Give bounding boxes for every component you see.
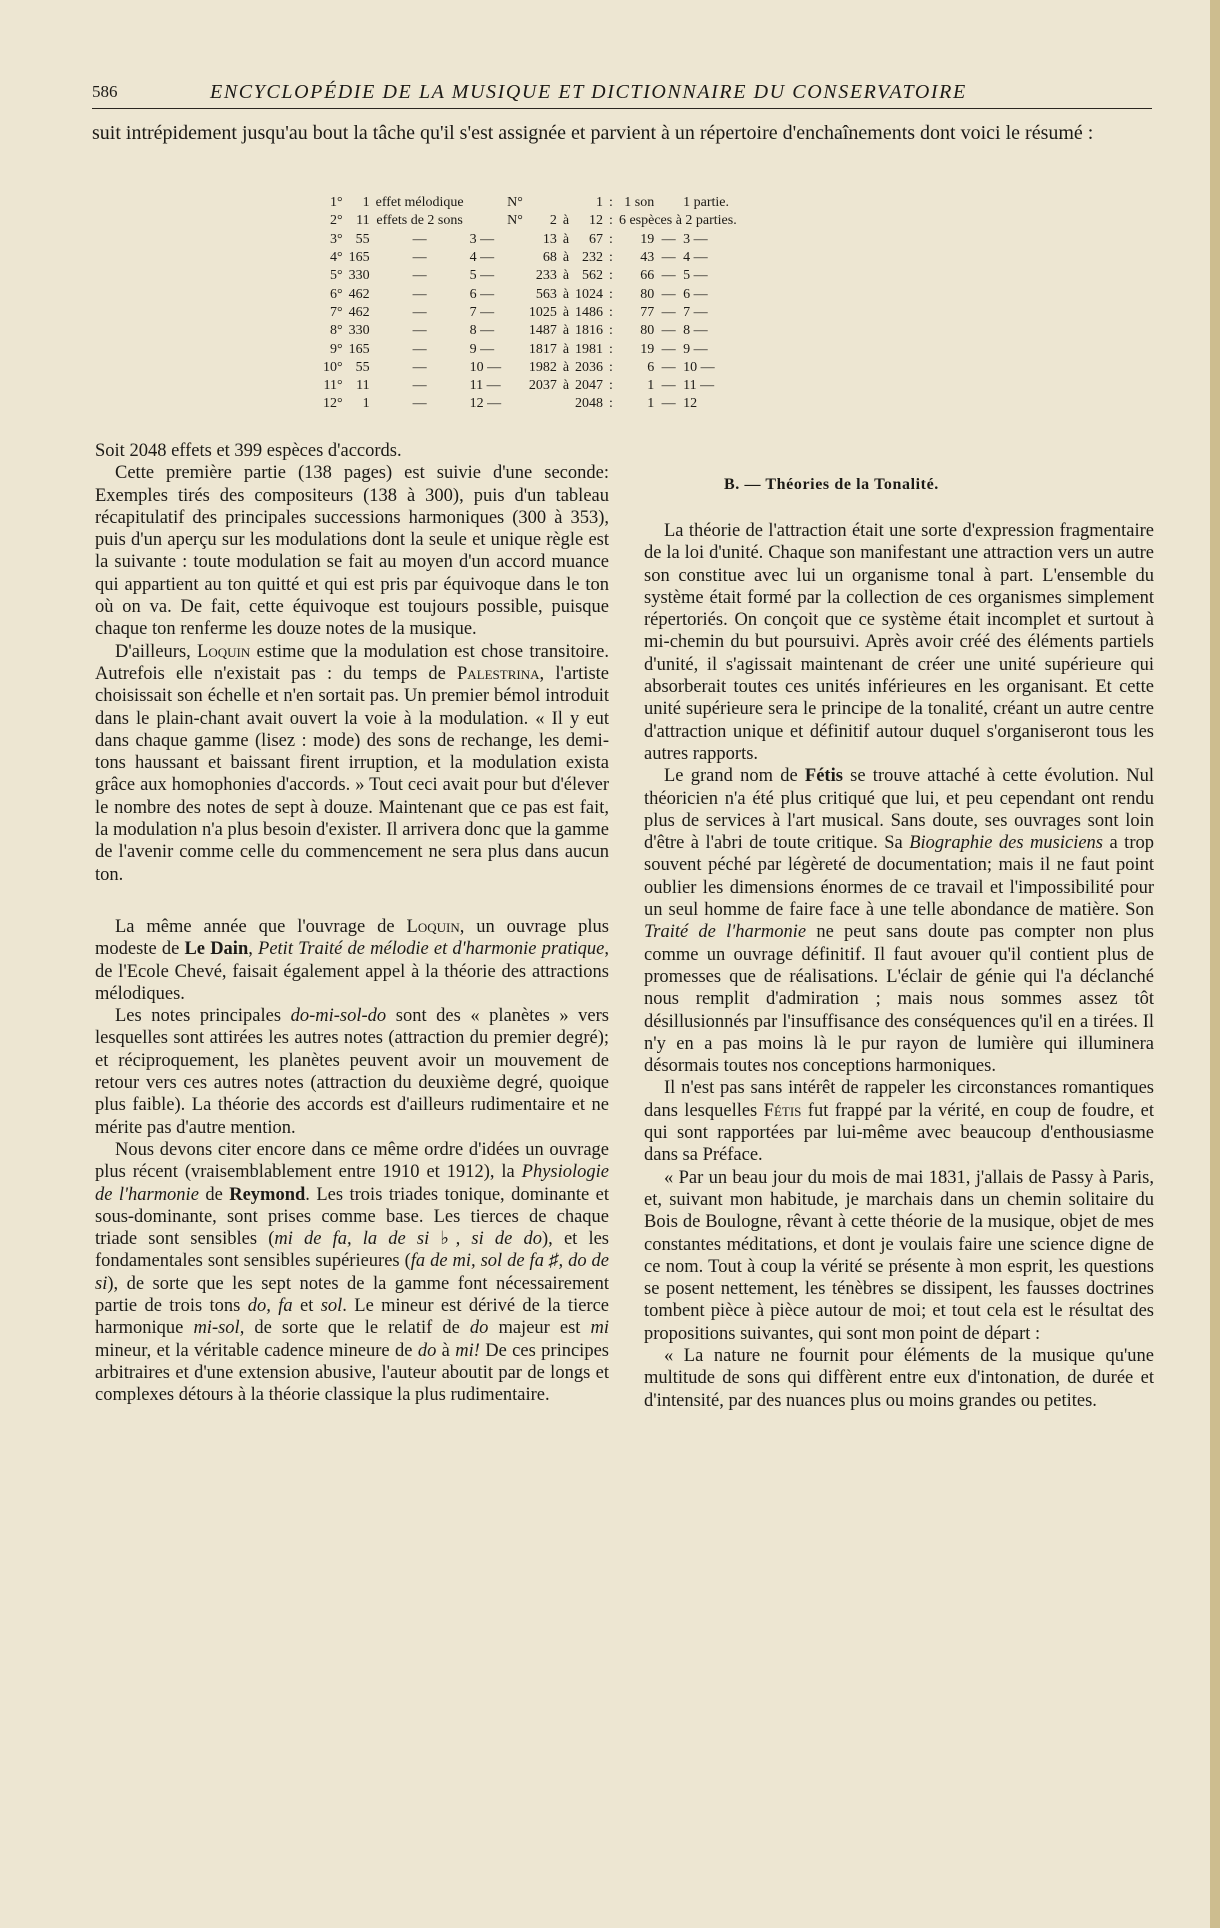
- text: De ces principes arbitraires et d'une extension abusive, l'auteur aboutit par de longs et complexes détours à la théorie classique la plus rudimentaire.: [95, 1340, 609, 1406]
- note-names: sol: [320, 1295, 343, 1316]
- table-cell: —: [661, 250, 676, 266]
- table-cell: —: [412, 286, 427, 302]
- table-cell: 2048: [575, 396, 604, 412]
- table-cell: :: [609, 231, 613, 247]
- text: estime que la modulation est chose transitoire. Autrefois elle n'existait pas : du temps de: [95, 641, 609, 684]
- table-cell: [504, 377, 526, 395]
- book-title: Traité de l'harmonie: [644, 922, 807, 943]
- table-row: [320, 395, 740, 413]
- author-name: Reymond: [229, 1184, 306, 1205]
- note-names: do, fa: [247, 1295, 293, 1316]
- right-paragraph-2: [644, 765, 1154, 1077]
- text: , l'artiste choisissait son échelle et n'en sortait pas. Un premier bémol introduit dans le plain-chant avait ouvert la voie à la modulation. « Il y eut dans chaque gamme (lisez : mode) des sons de rechange, les demi-tons haussant et baissant firent irruption, et la modulation exista grâce aux homophonies d'accords. » Tout ceci avait pour but d'élever le nombre des notes de sept à douze. Maintenant que ce pas est fait, la modulation n'a plus besoin d'exister. Il arrivera donc que la gamme de l'avenir comme celle du commencement ne sera plus dans aucun ton.: [95, 663, 609, 885]
- table-cell: 11: [356, 213, 370, 229]
- table-cell: à: [562, 286, 570, 302]
- intro-paragraph: suit intrépidement jusqu'au bout la tâche qu'il s'est assignée et parvient à un répertoire d'enchaînements dont voici le résumé :: [92, 122, 1094, 144]
- text: de: [198, 1184, 230, 1205]
- table-cell: :: [609, 304, 613, 320]
- table-cell: 19: [640, 231, 655, 247]
- book-title: Petit Traité de mélodie et d'harmonie pratique: [258, 939, 605, 960]
- right-column: [644, 520, 1154, 1412]
- table-cell: :: [609, 286, 613, 302]
- table-cell: à: [562, 359, 570, 375]
- page-number: 586: [92, 82, 118, 101]
- table-cell: 7 —: [683, 304, 708, 320]
- author-name: Loquin: [197, 641, 251, 662]
- table-cell: 55: [355, 359, 370, 375]
- text: ), et les fondamentales sont sensibles supérieures (: [95, 1229, 609, 1272]
- table-cell: —: [412, 323, 427, 339]
- table-cell: 1487: [528, 323, 557, 339]
- table-cell: :: [609, 359, 613, 375]
- book-title: Biographie des musiciens: [909, 833, 1104, 854]
- table-cell: 1: [596, 195, 604, 211]
- table-cell: [504, 285, 526, 303]
- table-cell: 12°: [323, 396, 343, 412]
- table-cell: :: [609, 195, 613, 211]
- table-cell: 1°: [330, 195, 343, 211]
- table-cell: 7 —: [469, 304, 495, 320]
- table-cell: 1024: [575, 286, 604, 302]
- note-names: mi de fa, la de si ♭, si de do: [274, 1229, 543, 1250]
- table-cell: —: [661, 396, 676, 412]
- table-cell: 12: [683, 396, 698, 412]
- table-row: [320, 340, 740, 358]
- table-cell: 2047: [575, 378, 604, 394]
- text: a trop souvent péché par légèreté de documentation; mais il ne faut point oublier les dimensions énormes de ce travail et l'impossibilité pour un seul homme de faire face à une telle abondance de matière. Son: [644, 833, 1154, 921]
- text: à: [436, 1340, 456, 1361]
- table-cell: 4°: [330, 250, 343, 266]
- text: Il n'est pas sans intérêt de rappeler les circonstances romantiques dans lesquelles: [644, 1078, 1154, 1121]
- table-cell: 9 —: [469, 341, 495, 357]
- table-cell: 1 partie.: [683, 195, 730, 211]
- chord-summary-table-body: [320, 194, 740, 414]
- table-cell: —: [412, 378, 427, 394]
- text: . Les trois triades tonique, dominante et sous-dominante, sont prises comme base. Les tierces de chaque triade sont sensibles (: [95, 1184, 609, 1250]
- table-cell: 12: [589, 213, 604, 229]
- right-paragraph-1: [644, 520, 1154, 765]
- table-cell: 232: [582, 250, 604, 266]
- table-cell: 9 —: [683, 341, 708, 357]
- note-names: fa de mi, sol de fa ♯, do de si: [95, 1251, 609, 1294]
- table-cell: 8 —: [683, 323, 708, 339]
- table-cell: 11 —: [469, 378, 501, 394]
- table-cell: 9°: [330, 341, 343, 357]
- table-cell: à: [562, 304, 570, 320]
- table-cell: à: [562, 341, 570, 357]
- table-cell: à: [562, 231, 570, 247]
- table-cell: :: [609, 323, 613, 339]
- note-names: mi!: [455, 1340, 480, 1361]
- table-cell: [526, 194, 560, 212]
- text: , un ouvrage plus modeste de: [95, 916, 609, 960]
- chord-summary-table: [320, 194, 740, 414]
- text: ), de sorte que les sept notes de la gamme font nécessairement partie de trois tons: [95, 1273, 609, 1316]
- text: mineur, et la véritable cadence mineure de: [95, 1340, 418, 1361]
- left-paragraph-1: [95, 440, 609, 462]
- author-name: Loquin: [406, 916, 460, 937]
- table-cell: 165: [348, 341, 370, 357]
- text: fut frappé par la vérité, en coup de foudre, et qui sont rapportées par lui-même avec beaucoup d'enthousiasme dans sa Préface.: [644, 1100, 1154, 1166]
- right-paragraph-3: [644, 1077, 1154, 1166]
- table-cell: 19: [640, 341, 655, 357]
- table-cell: [504, 304, 526, 322]
- running-title: ENCYCLOPÉDIE DE LA MUSIQUE ET DICTIONNAIRE DU CONSERVATOIRE: [210, 81, 967, 103]
- table-cell: [560, 395, 572, 413]
- table-cell: [560, 194, 572, 212]
- text: et: [292, 1295, 321, 1316]
- page-header: [92, 82, 1152, 109]
- table-cell: 6 espèces à 2 parties.: [618, 213, 737, 229]
- table-row: [320, 249, 740, 267]
- table-cell: 4 —: [683, 250, 708, 266]
- table-cell: 67: [589, 231, 604, 247]
- table-row: [320, 231, 740, 249]
- table-cell: 3 —: [683, 231, 708, 247]
- table-cell: 462: [348, 304, 370, 320]
- table-cell: à: [562, 268, 570, 284]
- table-cell: 10 —: [469, 359, 502, 375]
- table-row: [320, 322, 740, 340]
- table-cell: [657, 194, 680, 212]
- table-cell: 8 —: [469, 323, 495, 339]
- table-cell: 43: [640, 250, 655, 266]
- table-row: [320, 304, 740, 322]
- table-cell: [504, 267, 526, 285]
- table-cell: 330: [348, 323, 370, 339]
- table-cell: 2036: [575, 359, 604, 375]
- text: Nous devons citer encore dans ce même ordre d'idées un ouvrage plus récent (vraisemblablement entre 1910 et 1912), la: [95, 1139, 609, 1183]
- table-cell: 1025: [528, 304, 557, 320]
- table-cell: —: [661, 268, 676, 284]
- note-names: do-mi-sol-do: [290, 1006, 387, 1027]
- text: Soit 2048 effets et 399 espèces d'accords.: [95, 441, 402, 461]
- table-cell: 563: [535, 286, 557, 302]
- left-paragraph-4: [95, 916, 609, 1005]
- composer-name: Palestrina: [457, 663, 540, 684]
- author-name: Fétis: [763, 1100, 802, 1121]
- left-paragraph-5: [95, 1005, 609, 1139]
- table-cell: 165: [348, 250, 370, 266]
- table-cell: —: [661, 286, 676, 302]
- left-column: [95, 440, 609, 1406]
- table-row: [320, 377, 740, 395]
- table-cell: 5 —: [469, 268, 495, 284]
- table-cell: à: [562, 323, 570, 339]
- table-cell: 562: [582, 268, 604, 284]
- table-cell: N°: [507, 195, 523, 211]
- table-row: [320, 212, 740, 230]
- table-cell: [504, 359, 526, 377]
- table-cell: [467, 194, 505, 212]
- table-cell: effet mélodique: [375, 195, 464, 211]
- table-cell: —: [412, 359, 427, 375]
- table-cell: [504, 231, 526, 249]
- table-row: [320, 359, 740, 377]
- table-cell: 1817: [528, 341, 557, 357]
- note-names: do: [469, 1318, 489, 1339]
- table-cell: [504, 395, 526, 413]
- table-cell: —: [661, 341, 676, 357]
- table-cell: 462: [348, 286, 370, 302]
- table-cell: 10 —: [683, 359, 715, 375]
- text: , de l'Ecole Chevé, faisait également appel à la théorie des attractions mélodiques.: [95, 939, 610, 1004]
- table-cell: 13: [542, 231, 557, 247]
- table-cell: 2037: [528, 378, 557, 394]
- table-cell: 8°: [330, 323, 343, 339]
- table-cell: 80: [640, 286, 655, 302]
- table-cell: 55: [355, 231, 370, 247]
- table-cell: 3°: [330, 231, 343, 247]
- note-names: do: [417, 1340, 437, 1361]
- table-cell: :: [609, 213, 613, 229]
- table-cell: —: [661, 231, 676, 247]
- table-cell: à: [562, 213, 570, 229]
- table-cell: 2: [549, 213, 557, 229]
- table-row: [320, 194, 740, 212]
- table-cell: à: [562, 378, 570, 394]
- text: ,: [248, 939, 259, 960]
- table-cell: 1981: [575, 341, 604, 357]
- page-edge: [1210, 0, 1220, 1928]
- table-cell: —: [661, 359, 676, 375]
- table-cell: 11°: [323, 378, 343, 394]
- author-name: Fétis: [804, 766, 843, 787]
- table-row: [320, 285, 740, 303]
- book-title: Physiologie de l'harmonie: [95, 1162, 609, 1205]
- text: La théorie de l'attraction était une sorte d'expression fragmentaire de la loi d'unité. Chaque son manifestant une attraction vers un autre son constitue avec lui un organisme tonal à part. L'ensemble du système était formé par la collection de ces organismes simplement répertoriés. On conçoit que ce système était incomplet et surtout à mi-chemin du but poursuivi. Après avoir créé des éléments partiels d'unité, il s'agissait maintenant de créer une unité supérieure qui absorberait toutes ces unités inférieures en les organisant. Et cette unité supérieure sera le principe de la tonalité, créant un autre centre d'attraction unique et définitif autour duquel s'organiseront tous les autres rapports.: [644, 521, 1154, 764]
- author-name: Le Dain: [184, 939, 249, 960]
- table-cell: 1: [647, 378, 655, 394]
- table-cell: à: [562, 250, 570, 266]
- table-cell: [526, 395, 560, 413]
- table-cell: :: [609, 341, 613, 357]
- table-cell: [504, 340, 526, 358]
- table-cell: 5 —: [683, 268, 708, 284]
- table-cell: 6°: [330, 286, 343, 302]
- table-cell: :: [609, 250, 613, 266]
- table-cell: [467, 212, 505, 230]
- table-cell: 6: [647, 359, 655, 375]
- text: Cette première partie (138 pages) est suivie d'une seconde: Exemples tirés des compositeurs (138 à 300), puis d'un tableau récapitulatif des principales successions harmoniques (300 à 353), puis d'un aperçu sur les modulations dont la seule et unique règle est la suivante : toute modulation se fait au moyen d'un accord muance qui appartient au ton quitté et qui est pris par équivoque dans le ton où on va. De fait, cette équivoque est toujours possible, puisque chaque ton renferme les douze notes de la musique.: [95, 463, 609, 640]
- table-cell: 2°: [330, 213, 343, 229]
- table-cell: :: [609, 378, 613, 394]
- table-row: [320, 267, 740, 285]
- table-cell: 77: [640, 304, 655, 320]
- table-cell: 6 —: [683, 286, 708, 302]
- table-cell: 6 —: [469, 286, 495, 302]
- table-cell: 233: [535, 268, 557, 284]
- right-paragraph-5: [644, 1345, 1154, 1412]
- table-cell: 80: [640, 323, 655, 339]
- table-cell: 11 —: [683, 378, 715, 394]
- text: « La nature ne fournit pour éléments de la musique qu'une multitude de sons qui diffèrent entre eux d'intonation, de durée et d'intensité, par des nuances plus ou moins grandes ou petites.: [644, 1345, 1154, 1411]
- text: La même année que l'ouvrage de: [115, 916, 407, 937]
- text: se trouve attaché à cette évolution. Nul théoricien n'a été plus critiqué que lui, et peu cependant ont rendu plus de services à l'art musical. Sans doute, ses ouvrages sont loin d'être à l'abri de toute critique. Sa: [644, 766, 1154, 854]
- right-paragraph-4: [644, 1167, 1154, 1345]
- left-paragraph-2: [95, 462, 609, 640]
- table-cell: 1: [362, 396, 370, 412]
- text: majeur est: [488, 1318, 591, 1339]
- text: D'ailleurs,: [115, 641, 198, 662]
- table-cell: —: [412, 341, 427, 357]
- table-cell: 10°: [323, 359, 343, 375]
- table-cell: —: [661, 304, 676, 320]
- table-cell: [504, 249, 526, 267]
- table-cell: :: [609, 268, 613, 284]
- table-cell: 1 son: [624, 195, 655, 211]
- spacer: [95, 886, 609, 916]
- table-cell: —: [412, 268, 427, 284]
- table-cell: 7°: [330, 304, 343, 320]
- table-cell: 68: [542, 250, 557, 266]
- table-cell: —: [661, 323, 676, 339]
- table-cell: —: [661, 378, 676, 394]
- left-paragraph-3: [95, 641, 609, 886]
- table-cell: —: [412, 250, 427, 266]
- table-cell: 1486: [575, 304, 604, 320]
- table-cell: 5°: [330, 268, 343, 284]
- table-cell: 3 —: [469, 231, 495, 247]
- text: ne peut sans doute pas compter non plus comme un ouvrage définitif. Il faut avouer qu'il contient plus de promesses que de réalisations. L'éclair de génie qui l'a déclanché nous remplit d'admiration ; mais nous sommes assez tôt désillusionnés par l'insuffisance des conséquences qu'il en a tirées. Il n'y en a pas moins là le pur rayon de lumière qui illuminera désormais toutes nos conceptions harmoniques.: [644, 922, 1154, 1077]
- table-cell: N°: [507, 213, 523, 229]
- text: sont des « planètes » vers lesquelles sont attirées les autres notes (attraction du premier degré); et réciproquement, les planètes peuvent avoir un mouvement de retour vers ces autres notes (attraction du deuxième degré, quoique plus faible). La théorie des accords est d'ailleurs rudimentaire et ne mérite pas d'autre mention.: [95, 1006, 609, 1138]
- text: , de sorte que le relatif de: [239, 1318, 470, 1339]
- table-cell: effets de 2 sons: [376, 213, 463, 229]
- text: Le grand nom de: [664, 766, 805, 787]
- table-cell: 12 —: [469, 396, 502, 412]
- left-paragraph-6: [95, 1139, 609, 1407]
- table-cell: 11: [356, 378, 370, 394]
- table-cell: [504, 322, 526, 340]
- text: Les notes principales: [115, 1006, 291, 1027]
- text: . Le mineur est dérivé de la tierce harmonique: [95, 1295, 610, 1339]
- note-names: mi: [590, 1318, 609, 1339]
- table-cell: 1: [647, 396, 655, 412]
- table-cell: 330: [348, 268, 370, 284]
- note-names: mi-sol: [193, 1318, 240, 1339]
- table-cell: 1: [362, 195, 370, 211]
- table-cell: 1982: [528, 359, 557, 375]
- text: « Par un beau jour du mois de mai 1831, j'allais de Passy à Paris, et, suivant mon habitude, je marchais dans un chemin solitaire du Bois de Boulogne, rêvant à cette théorie de la musique, objet de mes constantes méditations, et dont je voulais faire une science digne de ce nom. Tout à coup la vérité se présente à mon esprit, les questions se posent nettement, les ténèbres se dissipent, les fausses doctrines tombent pièce à pièce autour de moi; et tout cela est le résultat des propositions suivantes, qui sont mon point de départ :: [644, 1167, 1154, 1344]
- table-cell: —: [412, 304, 427, 320]
- table-cell: —: [412, 231, 427, 247]
- table-cell: :: [609, 396, 613, 412]
- table-cell: 1816: [575, 323, 604, 339]
- table-cell: 66: [640, 268, 655, 284]
- table-cell: —: [412, 396, 427, 412]
- table-cell: 4 —: [469, 250, 495, 266]
- section-title: B. — Théories de la Tonalité.: [724, 476, 939, 493]
